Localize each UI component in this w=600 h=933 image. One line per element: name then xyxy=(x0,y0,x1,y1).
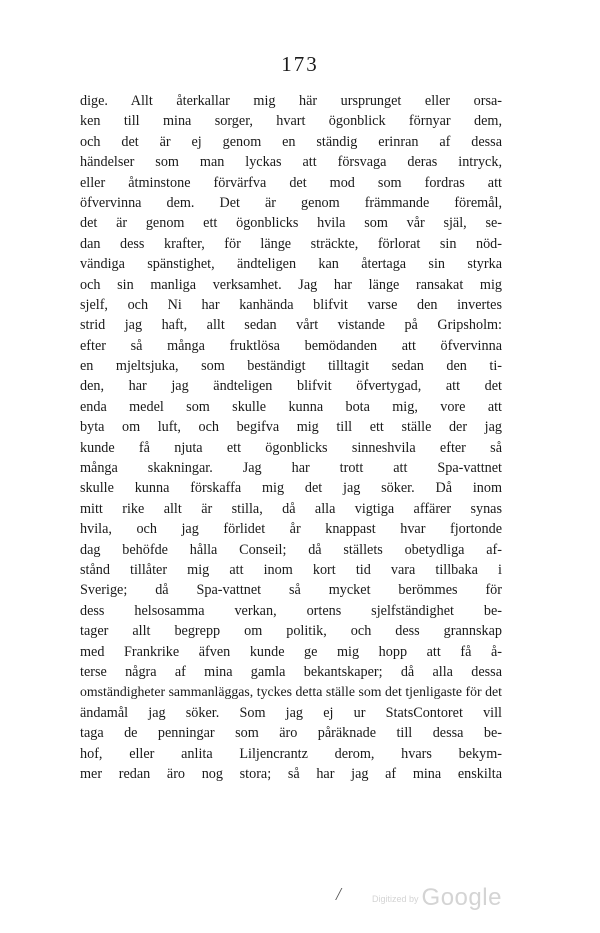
text-line-content: strid jag haft, allt sedan vårt vistande på Gripsholm: xyxy=(80,317,502,334)
text-line-content: vändiga spänstighet, ändteligen kan återtaga sin styrka xyxy=(80,256,502,273)
text-line xyxy=(80,91,502,111)
text-line-content: öfvervinna dem. Det är genom främmande föremål, xyxy=(80,194,502,211)
text-line xyxy=(80,499,502,519)
text-line-content: terse några af mina gamla bekantskaper; då alla dessa xyxy=(80,663,502,680)
text-line xyxy=(80,478,502,498)
text-line xyxy=(80,234,502,254)
watermark-prefix: Digitized by xyxy=(372,893,419,904)
text-line xyxy=(80,111,502,131)
ink-mark: / xyxy=(336,884,342,904)
text-line-content: många skakningar. Jag har trott att Spa-vattnet xyxy=(80,460,502,477)
text-line-content: den, har jag ändteligen blifvit öfvertygad, att det xyxy=(80,378,502,395)
text-line-content: taga de penningar som äro påräknade till dessa be- xyxy=(80,725,502,742)
text-line-content: dess helsosamma verkan, ortens sjelfständighet be- xyxy=(80,602,502,619)
text-line xyxy=(80,336,502,356)
text-line xyxy=(80,173,502,193)
text-line xyxy=(80,601,502,621)
text-line xyxy=(80,132,502,152)
text-line-content: dige. Allt återkallar mig här ursprunget eller orsa- xyxy=(80,93,502,109)
text-line-content: ändamål jag söker. Som jag ej ur StatsContoret vill xyxy=(80,704,502,721)
text-line xyxy=(80,621,502,641)
text-line xyxy=(80,417,502,437)
text-line xyxy=(80,560,502,580)
text-line-content: ken till mina sorger, hvart ögonblick förnyar dem, xyxy=(80,113,502,130)
text-line xyxy=(80,193,502,213)
text-line xyxy=(80,438,502,458)
text-line xyxy=(80,213,502,233)
text-line-content: och sin manliga verksamhet. Jag har länge ransakat mig xyxy=(80,276,502,293)
text-line-content: mer redan äro nog stora; så har jag af mina enskilta xyxy=(80,765,502,782)
google-watermark xyxy=(372,884,502,912)
text-line-content: dan dess krafter, för länge sträckte, förlorat sin nöd- xyxy=(80,235,502,252)
text-line-content: eller åtminstone förvärfva det mod som fordras att xyxy=(80,174,502,191)
text-line-content: stånd tillåter mig att inom kort tid vara tillbaka i xyxy=(80,561,502,578)
text-line xyxy=(80,662,502,682)
text-line xyxy=(80,519,502,539)
page-number: 173 xyxy=(281,52,319,76)
text-line xyxy=(80,642,502,662)
text-line-content: kunde få njuta ett ögonblicks sinneshvila efter så xyxy=(80,439,502,456)
text-line xyxy=(80,580,502,600)
text-line xyxy=(80,723,502,743)
text-line-content: med Frankrike äfven kunde ge mig hopp att få å- xyxy=(80,643,502,660)
text-line-content: dag behöfde hålla Conseil; då ställets obetydliga af- xyxy=(80,541,502,558)
text-line-content: Sverige; då Spa-vattnet så mycket berömmes för xyxy=(80,582,502,599)
text-line-content: omständigheter sammanläggas, tyckes detta ställe som xyxy=(80,684,382,700)
body-text xyxy=(80,91,502,784)
text-line xyxy=(80,152,502,172)
text-line xyxy=(80,540,502,560)
text-line xyxy=(80,397,502,417)
text-line-content: enda medel som skulle kunna bota mig, vore att xyxy=(80,398,502,415)
text-line-content: händelser som man lyckas att försvaga deras intryck, xyxy=(80,154,502,171)
text-line-content: det tjenligaste för det xyxy=(384,684,502,700)
text-line-content: och det är ej genom en ständig erinran af dessa xyxy=(80,133,502,150)
text-line-content: byta om luft, och begifva mig till ett ställe der jag xyxy=(80,419,502,436)
text-line xyxy=(80,254,502,274)
text-line xyxy=(80,376,502,396)
text-line-content: sjelf, och Ni har kanhända blifvit varse den invertes xyxy=(80,296,502,313)
text-line xyxy=(80,356,502,376)
text-line xyxy=(80,682,502,702)
text-line-content: efter så många fruktlösa bemödanden att öfvervinna xyxy=(80,337,502,354)
text-line-content: skulle kunna förskaffa mig det jag söker. Då inom xyxy=(80,480,502,497)
text-line-content: tager allt begrepp om politik, och dess grannskap xyxy=(80,623,502,640)
text-line xyxy=(80,315,502,335)
watermark-logo: Google xyxy=(421,884,502,911)
text-line-content: det är genom ett ögonblicks hvila som vår själ, se- xyxy=(80,215,502,232)
text-line xyxy=(80,744,502,764)
text-line xyxy=(80,275,502,295)
text-line-content: hvila, och jag förlidet år knappast hvar fjortonde xyxy=(80,521,502,538)
text-line xyxy=(80,764,502,784)
text-line xyxy=(80,703,502,723)
text-line-content: en mjeltsjuka, som beständigt tilltagit sedan den ti- xyxy=(80,358,502,375)
text-line xyxy=(80,295,502,315)
text-line-content: hof, eller anlita Liljencrantz derom, hvars bekym- xyxy=(80,745,502,762)
text-line-content: mitt rike allt är stilla, då alla vigtiga affärer synas xyxy=(80,500,502,517)
text-line xyxy=(80,458,502,478)
